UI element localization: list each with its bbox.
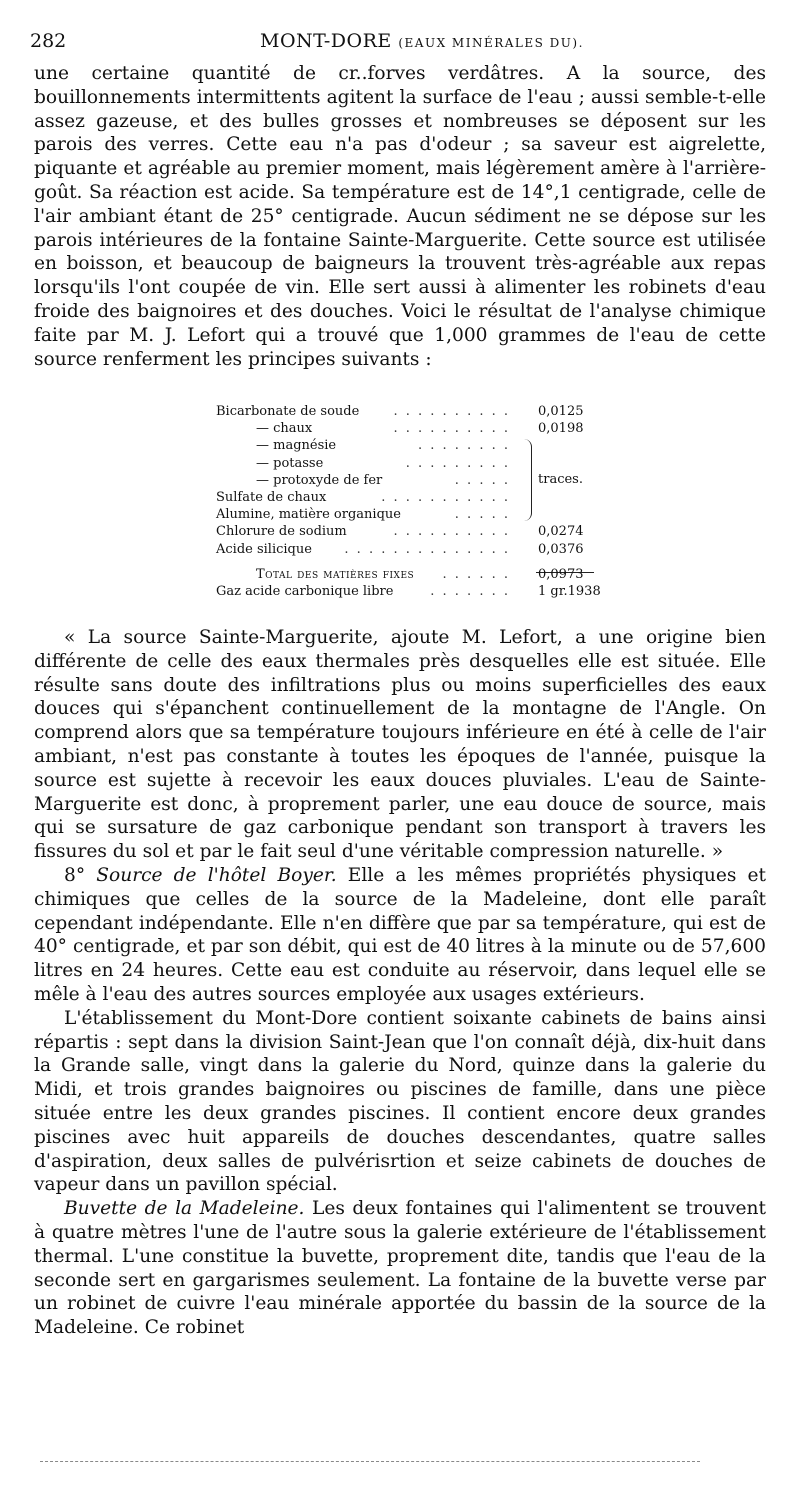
buvette-title: Buvette de la Madeleine. [64, 1198, 305, 1220]
leader-dots: . . . . . . . . [418, 438, 510, 454]
analysis-row [216, 523, 586, 540]
page-footer-rule [40, 1461, 700, 1462]
analysis-row-label: Acide silicique [216, 541, 312, 557]
analysis-row [216, 420, 586, 437]
running-title-sub: (EAUX MINÉRALES DU). [398, 36, 584, 50]
leader-dots: . . . . . . . . . . [393, 404, 510, 419]
buvette-paragraph [34, 1197, 766, 1340]
leader-dots: . . . . . . . . . . . . . . [344, 541, 510, 557]
total-value: 0,0973 [538, 566, 584, 582]
page-header [30, 30, 770, 56]
analysis-row-label: Alumine, matière organique [216, 507, 401, 523]
analysis-row-label: — protoxyde de fer [256, 472, 383, 488]
leader-dots: . . . . . . [442, 566, 510, 582]
intro-text-block [34, 62, 766, 371]
running-title-main: MONT-DORE [260, 30, 392, 52]
gas-value: 1 gr.1938 [538, 583, 601, 599]
body-text-block [34, 626, 766, 1340]
total-label: Total des matières fixes [256, 566, 415, 582]
analysis-gas-row [216, 583, 601, 600]
etablissement-paragraph: L'établissement du Mont-Dore contient soixante cabinets de bains ainsi répartis : sept dans la division Saint-Jean que l'on connaît déjà, dix-huit dans la Grande salle, vingt dans la galerie du Nord, quinze dans la galerie du Midi, et trois grandes baignoires ou piscines de famille, dans une pièce située entre les deux grandes piscines. Il contient encore deux grandes piscines avec huit appareils de douches descendantes, quatre salles d'aspiration, deux salles de pulvérisrtion et seize cabinets de douches de vapeur dans un pavillon spécial. [34, 1007, 766, 1196]
intro-paragraph: une certaine quantité de cr..forves verdâtres. A la source, des bouillonnements intermittents agitent la surface de l'eau ; aussi semble-t-elle assez gazeuse, et des bulles grosses et nombreuses se déposent sur les parois des verres. Cette eau n'a pas d'odeur ; sa saveur est aigrelette, piquante et agréable au premier moment, mais légèrement amère à l'arrière-goût. Sa réaction est acide. Sa température est de 14°,1 centigrade, celle de l'air ambiant étant de 25° centigrade. Aucun sédiment ne se dépose sur les parois intérieures de la fontaine Sainte-Marguerite. Cette source est utilisée en boisson, et beaucoup de baigneurs la trouvent très-agréable aux repas lorsqu'ils l'ont coupée de vin. Elle sert aussi à alimenter les robinets d'eau froide des baignoires et des douches. Voici le résultat de l'analyse chimique faite par M. J. Lefort qui a trouvé que 1,000 grammes de l'eau de cette source renferment les principes suivants : [34, 63, 766, 370]
analysis-row [216, 403, 586, 420]
analysis-row-value: 0,0376 [538, 541, 584, 557]
analysis-row-label: Sulfate de chaux [216, 489, 327, 505]
analysis-row-label: — magnésie [256, 438, 337, 454]
boyer-body: Elle a les mêmes propriétés physiques et chimiques que celles de la source de la Madeleine, dont elle paraît cependant indépendante. Elle n'en diffère que par sa température, qui est de 40° centigrade, et par son débit, qui est de 40 litres à la minute ou de 57,600 litres en 24 heures. Cette eau est conduite au réservoir, dans lequel elle se mêle à l'eau des autres sources employée aux usages extérieurs. [34, 864, 766, 1005]
analysis-row-label: Bicarbonate de soude [216, 404, 360, 419]
boyer-number: 8° [64, 864, 97, 886]
boyer-paragraph [34, 864, 766, 1007]
boyer-title: Source de l'hôtel Boyer. [96, 864, 337, 886]
analysis-row-label: — chaux [256, 421, 313, 437]
analysis-row-value: 0,0274 [538, 524, 584, 540]
leader-dots: . . . . . [454, 507, 510, 523]
leader-dots: . . . . . . . . . [405, 455, 510, 471]
analysis-row-value: 0,0125 [538, 404, 584, 419]
leader-dots: . . . . . . . . . . [393, 421, 510, 437]
leader-dots: . . . . . . . [430, 583, 510, 599]
traces-label: traces. [538, 472, 583, 487]
traces-brace [523, 439, 532, 521]
buvette-body: Les deux fontaines qui l'alimentent se trouvent à quatre mètres l'une de l'autre sous la galerie extérieure de l'établissement thermal. L'une constitue la buvette, proprement dite, tandis que l'eau de la seconde sert en gargarismes seulement. La fontaine de la buvette verse par un robinet de cuivre l'eau minérale apportée du bassin de la source de la Madeleine. Ce robinet [34, 1198, 766, 1339]
page-number: 282 [30, 30, 67, 52]
analysis-total-row [216, 566, 586, 583]
leader-dots: . . . . . . . . . . [393, 524, 510, 540]
quote-paragraph: « La source Sainte-Marguerite, ajoute M. Lefort, a une origine bien différente de celle des eaux thermales près desquelles elle est située. Elle résulte sans doute des infiltrations plus ou moins superficielles des eaux douces qui s'épanchent continuellement de la montagne de l'Angle. On comprend alors que sa température toujours inférieure en été à celle de l'air ambiant, n'est pas constante à toutes les époques de l'année, puisque la source est sujette à recevoir les eaux douces pluviales. L'eau de Sainte-Marguerite est donc, à proprement parler, une eau douce de source, mais qui se sursature de gaz carbonique pendant son transport à travers les fissures du sol et par le fait seul d'une véritable compression naturelle. » [34, 627, 766, 863]
analysis-row-label: — potasse [256, 455, 324, 471]
analysis-row-value: 0,0198 [538, 421, 584, 437]
analysis-row [216, 541, 586, 558]
analysis-table [216, 403, 601, 600]
gas-label: Gaz acide carbonique libre [216, 583, 394, 599]
leader-dots: . . . . . . . . . . . [381, 489, 510, 505]
analysis-row-label: Chlorure de sodium [216, 524, 347, 540]
running-title [260, 30, 584, 52]
leader-dots: . . . . . [454, 472, 510, 488]
